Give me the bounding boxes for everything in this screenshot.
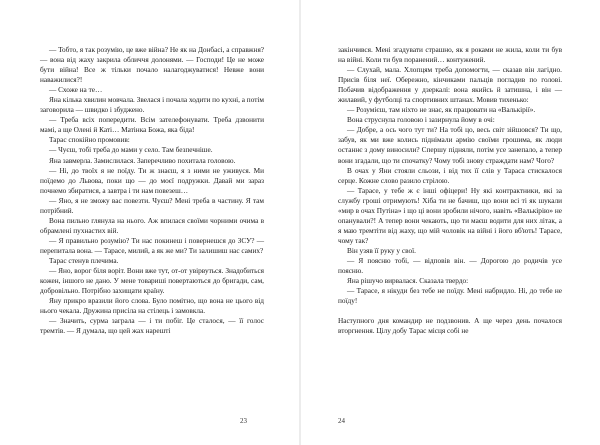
paragraph: — Слухай, мала. Хлопцям треба допомогти, — сказав він лагідно. Присів біля неї. Обережно, кінчиками пальців погладив по голові. Побачив відображення у дзеркалі: вона якийсь й затишна, і він — жилавий, у футболці та спортивних штанах. Мовив тихенько:: [338, 65, 562, 105]
paragraph: — Схоже на те…: [49, 85, 103, 95]
paragraph: — Яно, ворог біля воріт. Вони вже тут, от-от увірвуться. Знадобиться кожен, іншого не дано. У мене товариші повертаються до бригади, сам, добровільно. Потрібно захищати країну.: [40, 266, 264, 296]
paragraph: Яна кілька хвилин мовчала. Звелася і почала ходити по кухні, а потім заговорила — швидко і збуджено.: [40, 95, 264, 115]
paragraph: Він узяв її руку у свої.: [347, 245, 416, 255]
paragraph: — Значить, сурма заграла — і ти побіг. Це сталося, — її голос тремтів. — Я думала, що цей жах нарешті: [40, 316, 264, 336]
paragraph: Наступного дня командир не подзвонив. А ще через день почалося вторгнення. Цілу добу Тарас місця собі не: [338, 316, 562, 336]
paragraph: Тарас стенув плечима.: [49, 255, 119, 265]
paragraph: — Яно, я не зможу вас повезти. Чуєш? Мені треба в частину. Я там потрібний.: [40, 195, 264, 215]
paragraph: В очах у Яни стояли сльози, і від тих її слів у Тараса стискалося серце. Кожне слово разило стрілою.: [338, 165, 562, 185]
left-page-text: [40, 45, 264, 336]
paragraph: Яна рішучо вирвалася. Сказала твердо:: [347, 276, 469, 286]
page-number: 24: [338, 417, 345, 425]
paragraph: Тарас спокійно промовив:: [49, 135, 130, 145]
paragraph: — Тарасе, у тебе ж є інші офіцери! Ну які контрактники, які за службу гроші отримують! Хіба ти не бачиш, що вони всі ті як шукали «мир в очах Путіна» і що ці вони зробили нічого, навіть «Валькірію» не опанували?! А тепер вони чекають, що ти маєш водити для них літак, а я маю тремтіти від жаху, що мій чоловік на війні і його вб'ють! Тарасе, чому так?: [338, 185, 562, 245]
paragraph: Яна завмерла. Замислилася. Заперечливо похитала головою.: [49, 155, 236, 165]
paragraph: — Тарасе, я нікуди без тебе не поїду. Мені набридло. Ні, до тебе не поїду!: [338, 286, 562, 306]
paragraph: Вона струснула головою і зазирнула йому в очі:: [347, 115, 495, 125]
paragraph: — Чуєш, тобі треба до мами у село. Там безпечніше.: [49, 145, 213, 155]
paragraph: — Ні, до твоїх я не поїду. Ти ж знаєш, я з ними не уживуся. Ми поїдемо до Львова, поки що — до моєї подружки. Давай ми зараз почнемо збиратися, а завтра і ти нам повезеш…: [40, 165, 264, 195]
paragraph: — Добре, а ось чого тут ти? На тобі цо, весь світ зійшовся? Ти що, забув, як ми вже колись піднімали армію своїми грошима, як люди останнє з дому виносили? Спершу підняли, потім усе занепало, а тепер вони згадали, що ти спочатку? Чому тобі знову страждати нам? Чого?: [338, 125, 562, 165]
page-number: 23: [240, 417, 247, 425]
paragraph: закінчився. Мені згадувати страшно, як я роками не жила, коли ти був на війні. Коли ти був поранений… контужений.: [338, 45, 562, 65]
right-page: [300, 0, 600, 445]
paragraph: — Я правильно розумію? Ти нас покинеш і повернешся до ЗСУ? — перепитала вона. — Тарасе, милий, а як же ми? Ти залишиш нас самих?: [40, 235, 264, 255]
paragraph: — Тобто, я так розумію, це вже війна? Не як на Донбасі, а справжня? — вона від жаху закрила обличчя долонями. — Господи! Це не може бути війна! Все ж тільки почало налагоджуватися! Невже вони наважилися?!: [40, 45, 264, 85]
paragraph: — Я поясню тобі, — відповів він. — Дорогою до родичів усе поясню.: [338, 255, 562, 276]
paragraph: Вона пильно глянула на нього. Аж впилася своїми чорними очима в обрамлені пухнастих вій.: [40, 215, 264, 235]
paragraph: — Треба всіх попередити. Всім зателефонувати. Треба дзвонити мамі, а ще Олені й Каті… Матінка Божа, яка біда!: [40, 115, 264, 135]
right-page-text: [338, 45, 562, 336]
paragraph: — Розумієш, там ніхто не знає, як працювати на «Валькірії».: [347, 105, 536, 115]
paragraph: Яну прикро вразили його слова. Було помітно, що вона не цього від нього чекала. Дружина присіла на стілець і замовкла.: [40, 296, 264, 316]
